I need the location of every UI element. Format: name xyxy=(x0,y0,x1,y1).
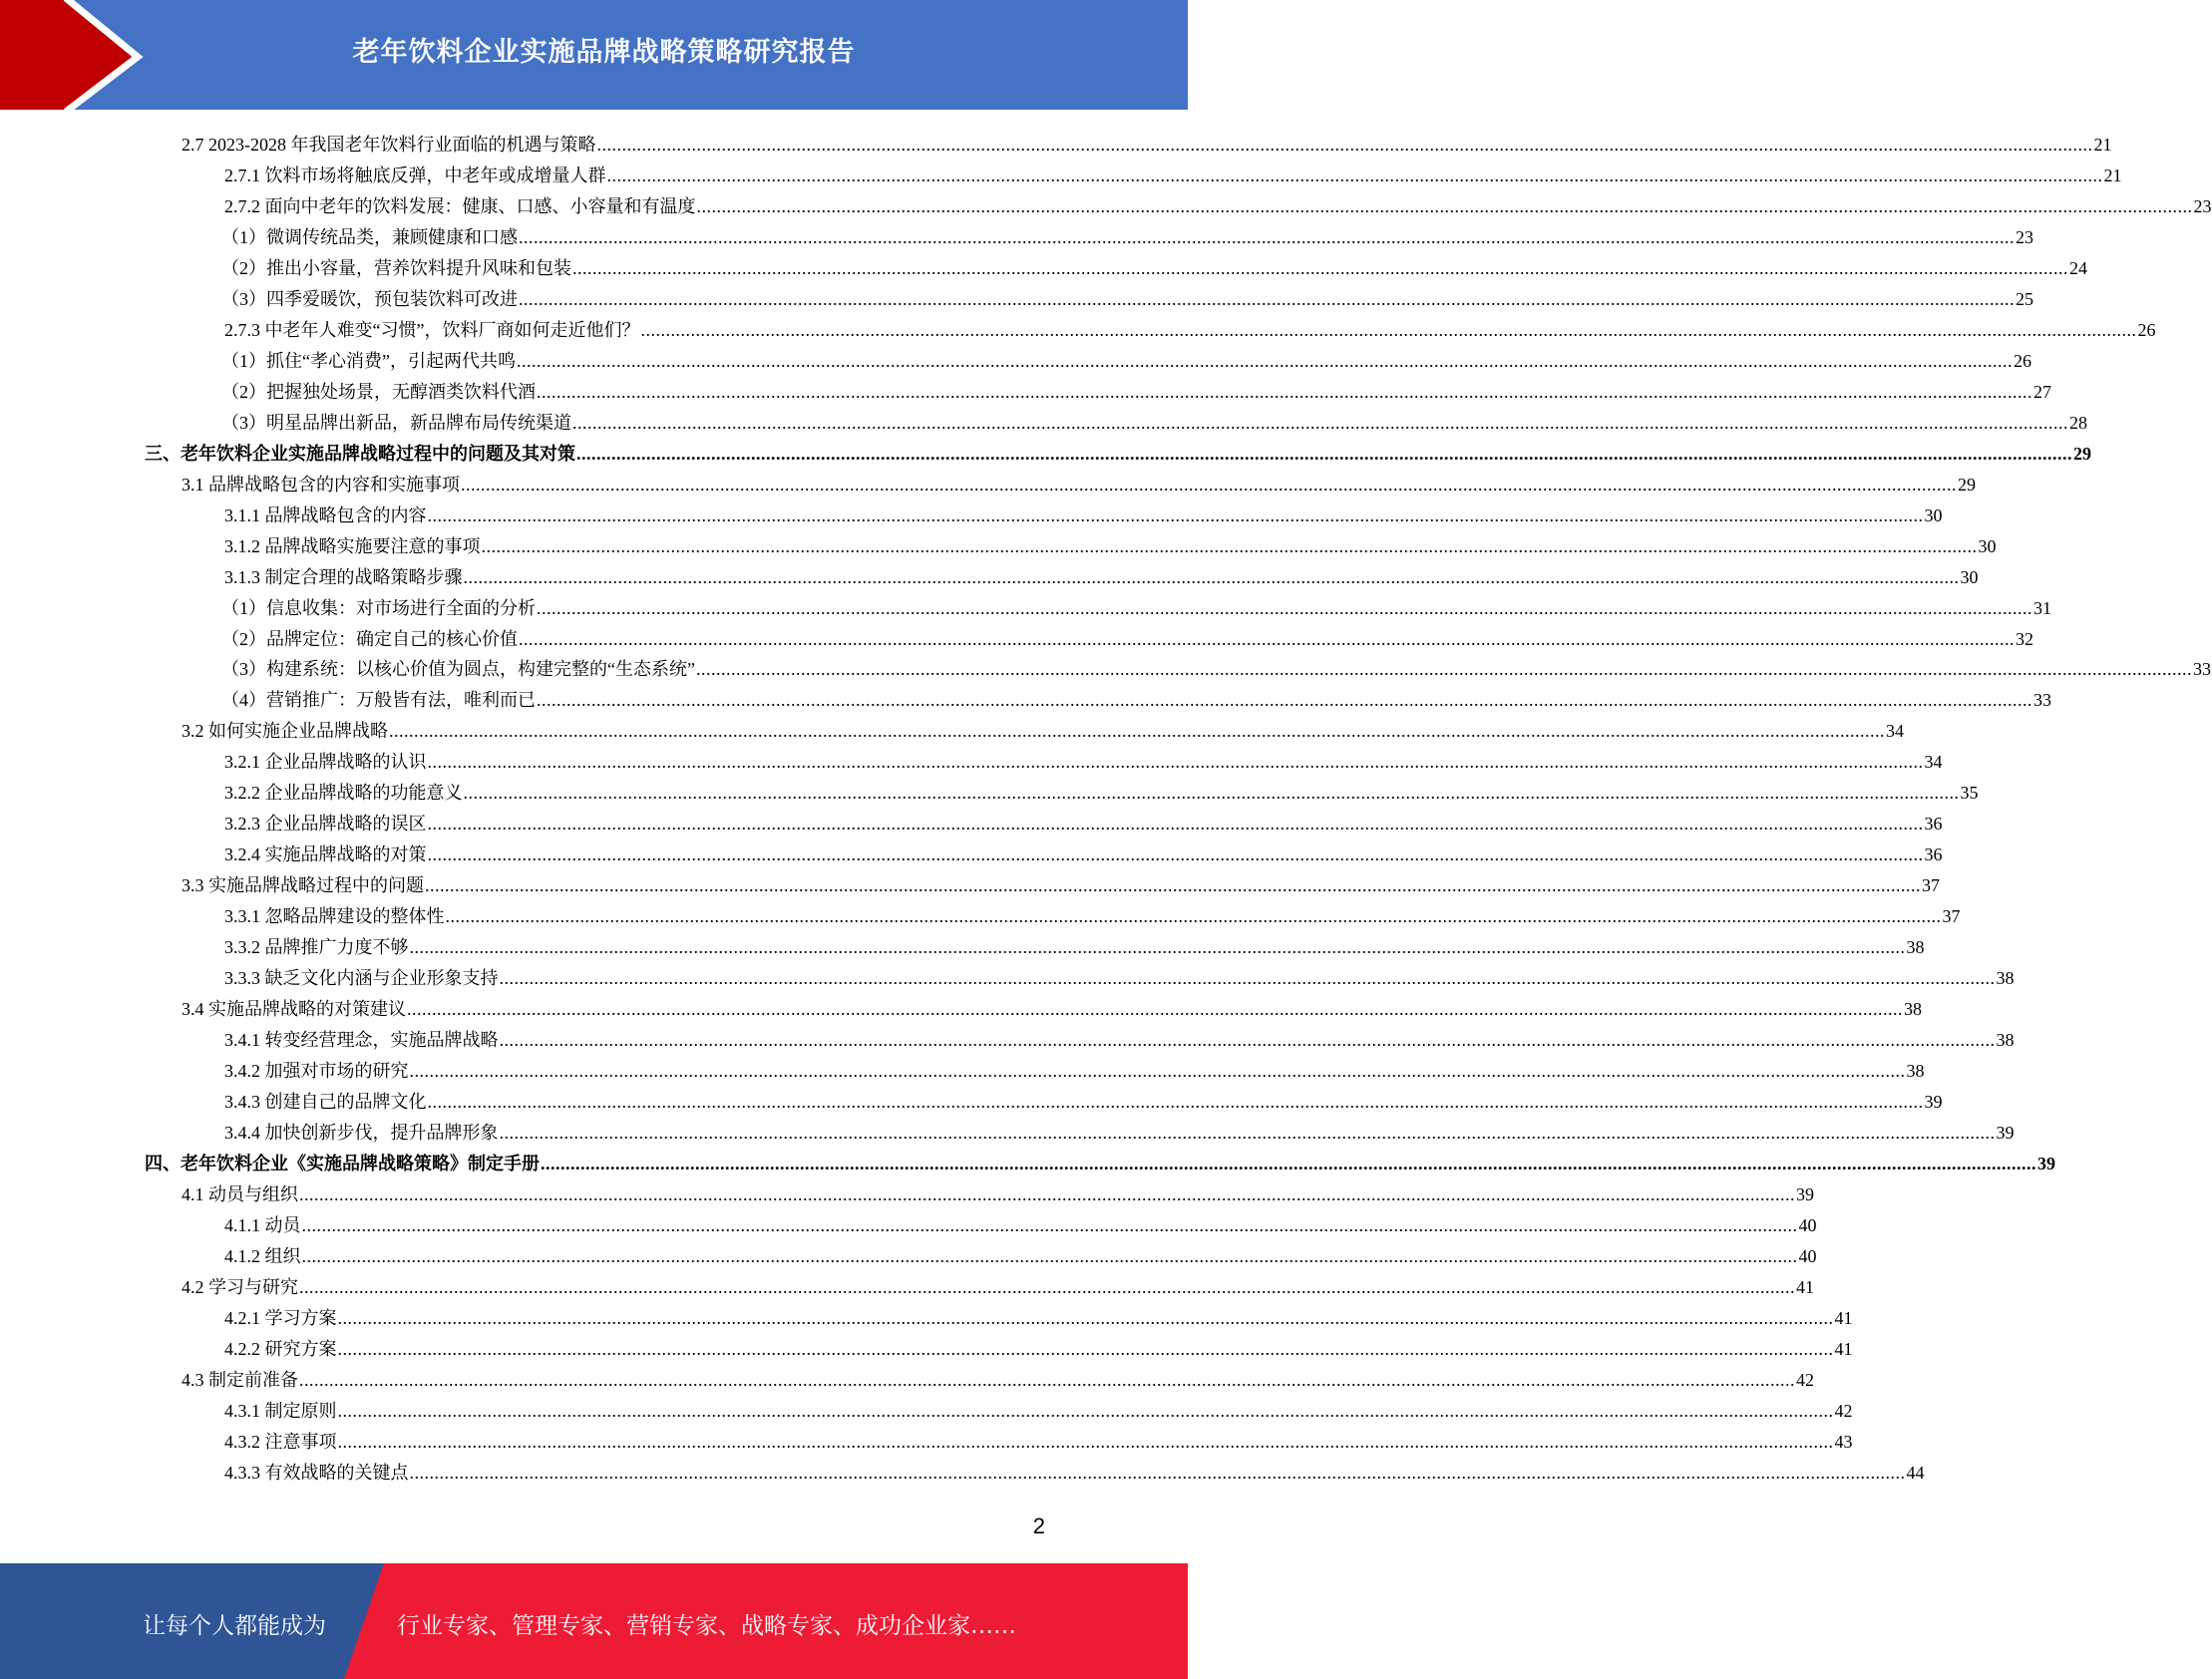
dot-leader: ............................................................................................................................................................................................................................................................................................................ xyxy=(696,195,2193,216)
toc-entry-label: 3.2.3 企业品牌战略的误区 xyxy=(224,814,427,835)
dot-leader: ............................................................................................................................................................................................................................................................................................................ xyxy=(463,566,1960,587)
toc-entry[interactable] xyxy=(221,377,2051,408)
toc-entry-label: 4.2.1 学习方案 xyxy=(224,1307,337,1328)
toc-entry[interactable] xyxy=(221,346,2031,377)
dot-leader: ............................................................................................................................................................................................................................................................................................................ xyxy=(389,721,1885,742)
toc-entry[interactable] xyxy=(221,408,2087,439)
toc-entry[interactable] xyxy=(182,130,2112,161)
toc-entry-page: 29 xyxy=(2073,443,2091,464)
toc-entry-label: 4.3 制定前准备 xyxy=(182,1369,298,1390)
toc-entry[interactable] xyxy=(224,161,2122,191)
toc-entry[interactable] xyxy=(224,1427,1853,1458)
toc-entry-page: 39 xyxy=(1924,1092,1943,1113)
toc-entry-label: 3.4.2 加强对市场的研究 xyxy=(224,1061,409,1082)
toc-entry-label: （2）把握独处场景，无醇酒类饮料代酒 xyxy=(221,381,536,402)
dot-leader: ............................................................................................................................................................................................................................................................................................................ xyxy=(519,226,2015,247)
toc-entry[interactable] xyxy=(224,1241,1817,1272)
toc-entry[interactable] xyxy=(182,994,1922,1025)
toc-entry-page: 42 xyxy=(1834,1400,1853,1421)
toc-entry-label: 4.3.2 注意事项 xyxy=(224,1431,337,1452)
toc-entry-page: 21 xyxy=(2103,165,2122,185)
dot-leader: ............................................................................................................................................................................................................................................................................................................ xyxy=(427,814,1924,835)
toc-entry-page: 26 xyxy=(2013,350,2031,371)
toc-entry-page: 31 xyxy=(2033,597,2051,618)
toc-entry-label: （1）微调传统品类，兼顾健康和口感 xyxy=(221,226,518,247)
toc-entry-page: 34 xyxy=(1886,721,1904,742)
toc-entry[interactable] xyxy=(224,1118,2015,1149)
toc-entry-page: 30 xyxy=(1978,535,1997,556)
toc-entry-label: 2.7.2 面向中老年的饮料发展：健康、口感、小容量和有温度 xyxy=(224,195,696,216)
toc-entry-label: 3.1.2 品牌战略实施要注意的事项 xyxy=(224,535,481,556)
toc-entry-page: 21 xyxy=(2093,135,2112,155)
toc-entry-page: 38 xyxy=(1996,968,2015,989)
toc-entry-page: 41 xyxy=(1834,1338,1853,1359)
toc-entry-label: 3.2.2 企业品牌战略的功能意义 xyxy=(224,783,463,804)
toc-entry-label: 4.3.3 有效战略的关键点 xyxy=(224,1462,409,1483)
page-header xyxy=(0,0,1188,110)
toc-entry[interactable] xyxy=(224,1303,1853,1334)
toc-entry-page: 25 xyxy=(2016,288,2033,309)
toc-entry-page: 38 xyxy=(1996,1030,2015,1051)
toc-entry[interactable] xyxy=(224,191,2212,222)
toc-entry-page: 24 xyxy=(2069,257,2087,278)
dot-leader: ............................................................................................................................................................................................................................................................................................................ xyxy=(337,1431,1834,1452)
toc-entry[interactable] xyxy=(224,1087,1943,1118)
toc-entry-page: 44 xyxy=(1906,1462,1925,1483)
dot-leader: ............................................................................................................................................................................................................................................................................................................ xyxy=(445,906,1942,927)
toc-entry-page: 27 xyxy=(2033,381,2051,402)
dot-leader: ............................................................................................................................................................................................................................................................................................................ xyxy=(499,968,1996,989)
toc-entry-label: 3.1.1 品牌战略包含的内容 xyxy=(224,504,427,525)
toc-entry[interactable] xyxy=(224,809,1943,840)
toc-entry-page: 39 xyxy=(1996,1123,2015,1144)
toc-entry[interactable] xyxy=(224,963,2015,994)
toc-entry-label: 3.3.2 品牌推广力度不够 xyxy=(224,937,409,958)
dot-leader: ............................................................................................................................................................................................................................................................................................................ xyxy=(427,752,1924,773)
dot-leader: ............................................................................................................................................................................................................................................................................................................ xyxy=(537,597,2032,618)
dot-leader: ............................................................................................................................................................................................................................................................................................................ xyxy=(596,135,2093,155)
dot-leader: ............................................................................................................................................................................................................................................................................................................ xyxy=(337,1307,1834,1328)
toc-entry[interactable] xyxy=(221,222,2033,253)
toc-entry[interactable] xyxy=(224,562,1979,593)
dot-leader: ............................................................................................................................................................................................................................................................................................................ xyxy=(537,690,2032,711)
toc-entry-label: 2.7.3 中老年人难变“习惯”，饮料厂商如何走近他们？ xyxy=(224,319,640,340)
toc-entry-label: 4.3.1 制定原则 xyxy=(224,1400,337,1421)
toc-entry[interactable] xyxy=(182,870,1940,901)
toc-entry-label: 3.1 品牌战略包含的内容和实施事项 xyxy=(182,474,460,495)
toc-entry[interactable] xyxy=(224,1025,2015,1056)
toc-entry-label: （3）四季爱暖饮，预包装饮料可改进 xyxy=(221,288,518,309)
toc-entry-label: 4.1.2 组织 xyxy=(224,1245,301,1266)
toc-entry[interactable] xyxy=(221,654,2211,685)
dot-leader: ............................................................................................................................................................................................................................................................................................................ xyxy=(299,1369,1795,1390)
toc-entry-page: 28 xyxy=(2069,412,2087,433)
dot-leader: ............................................................................................................................................................................................................................................................................................................ xyxy=(301,1214,1798,1235)
toc-entry[interactable] xyxy=(224,501,1943,531)
toc-entry[interactable] xyxy=(221,593,2051,624)
toc-entry-label: 4.2.2 研究方案 xyxy=(224,1338,337,1359)
toc-entry-label: 4.2 学习与研究 xyxy=(182,1276,298,1297)
toc-entry-label: 2.7.1 饮料市场将触底反弹，中老年或成增量人群 xyxy=(224,165,606,185)
toc-entry-page: 38 xyxy=(1906,937,1925,958)
toc-entry-label: 4.1.1 动员 xyxy=(224,1214,301,1235)
dot-leader: ............................................................................................................................................................................................................................................................................................................ xyxy=(427,844,1924,865)
toc-entry-page: 37 xyxy=(1942,906,1961,927)
toc-entry-label: 3.3.1 忽略品牌建设的整体性 xyxy=(224,906,445,927)
toc-entry-label: 3.4.3 创建自己的品牌文化 xyxy=(224,1092,427,1113)
footer-slogan-right: 行业专家、管理专家、营销专家、战略专家、成功企业家…… xyxy=(397,1613,1016,1639)
toc-entry-page: 41 xyxy=(1834,1307,1853,1328)
toc-entry-page: 37 xyxy=(1922,875,1940,896)
toc-entry-page: 30 xyxy=(1960,566,1979,587)
toc-entry[interactable] xyxy=(224,315,2156,346)
toc-entry-label: （1）抓住“孝心消费”，引起两代共鸣 xyxy=(221,350,516,371)
toc-entry-label: （1）信息收集：对市场进行全面的分析 xyxy=(221,597,536,618)
toc-entry-page: 30 xyxy=(1924,504,1943,525)
footer-slogan-left: 让每个人都能成为 xyxy=(143,1613,326,1639)
toc-entry[interactable] xyxy=(221,624,2033,655)
dot-leader: ............................................................................................................................................................................................................................................................................................................ xyxy=(425,875,1921,896)
toc-entry-page: 33 xyxy=(2033,690,2051,711)
toc-entry[interactable] xyxy=(224,932,1925,963)
dot-leader: ............................................................................................................................................................................................................................................................................................................ xyxy=(572,412,2068,433)
toc-entry-page: 23 xyxy=(2016,226,2033,247)
dot-leader: ............................................................................................................................................................................................................................................................................................................ xyxy=(407,999,1903,1020)
toc-entry[interactable] xyxy=(221,284,2033,315)
toc-entry-page: 29 xyxy=(1958,474,1976,495)
page-number: 2 xyxy=(1032,1513,1045,1538)
toc-entry[interactable] xyxy=(221,253,2087,284)
toc-entry-label: 3.3 实施品牌战略过程中的问题 xyxy=(182,875,424,896)
dot-leader: ............................................................................................................................................................................................................................................................................................................ xyxy=(519,628,2015,649)
toc-entry-label: 3.4.4 加快创新步伐，提升品牌形象 xyxy=(224,1123,499,1144)
toc-entry-page: 36 xyxy=(1924,814,1943,835)
toc-entry-label: 3.4 实施品牌战略的对策建议 xyxy=(182,999,406,1020)
toc-entry-page: 36 xyxy=(1924,844,1943,865)
dot-leader: ............................................................................................................................................................................................................................................................................................................ xyxy=(516,350,2013,371)
dot-leader: ............................................................................................................................................................................................................................................................................................................ xyxy=(499,1123,1996,1144)
toc-entry-label: 3.3.3 缺乏文化内涵与企业形象支持 xyxy=(224,968,499,989)
dot-leader: ............................................................................................................................................................................................................................................................................................................ xyxy=(461,474,1957,495)
toc-entry-page: 33 xyxy=(2192,659,2211,680)
toc-entry[interactable] xyxy=(224,778,1979,809)
toc-entry-label: 2.7 2023-2028 年我国老年饮料行业面临的机遇与策略 xyxy=(182,135,596,155)
toc-entry-label: 3.2.1 企业品牌战略的认识 xyxy=(224,752,427,773)
dot-leader: ............................................................................................................................................................................................................................................................................................................ xyxy=(572,257,2068,278)
dot-leader: ............................................................................................................................................................................................................................................................................................................ xyxy=(463,783,1960,804)
toc-entry-label: （2）推出小容量，营养饮料提升风味和包装 xyxy=(221,257,571,278)
dot-leader: ............................................................................................................................................................................................................................................................................................................ xyxy=(541,1154,2036,1174)
toc-entry-label: 4.1 动员与组织 xyxy=(182,1183,298,1204)
toc-entry[interactable] xyxy=(224,1396,1853,1427)
dot-leader: ............................................................................................................................................................................................................................................................................................................ xyxy=(537,381,2032,402)
toc-entry-page: 39 xyxy=(2037,1154,2055,1174)
toc-entry-page: 38 xyxy=(1904,999,1922,1020)
toc-entry-page: 23 xyxy=(2193,195,2212,216)
dot-leader: ............................................................................................................................................................................................................................................................................................................ xyxy=(299,1276,1795,1297)
toc-entry-page: 40 xyxy=(1798,1214,1817,1235)
toc-entry-label: 三、老年饮料企业实施品牌战略过程中的问题及其对策 xyxy=(145,443,575,464)
toc-entry[interactable] xyxy=(182,470,1976,501)
dot-leader: ............................................................................................................................................................................................................................................................................................................ xyxy=(499,1030,1996,1051)
dot-leader: ............................................................................................................................................................................................................................................................................................................ xyxy=(337,1338,1834,1359)
dot-leader: ............................................................................................................................................................................................................................................................................................................ xyxy=(301,1245,1798,1266)
toc-entry[interactable] xyxy=(182,1272,1814,1303)
toc-entry[interactable] xyxy=(224,840,1943,870)
toc-entry[interactable] xyxy=(224,1458,1925,1489)
toc-entry[interactable] xyxy=(221,685,2051,716)
toc-entry[interactable] xyxy=(224,901,1961,932)
dot-leader: ............................................................................................................................................................................................................................................................................................................ xyxy=(427,504,1924,525)
toc-entry[interactable] xyxy=(224,1210,1817,1241)
toc-entry-label: （3）明星品牌出新品，新品牌布局传统渠道 xyxy=(221,412,571,433)
toc-entry-label: 3.2 如何实施企业品牌战略 xyxy=(182,721,388,742)
dot-leader: ............................................................................................................................................................................................................................................................................................................ xyxy=(427,1092,1924,1113)
toc-entry-page: 40 xyxy=(1798,1245,1817,1266)
toc-entry-page: 34 xyxy=(1924,752,1943,773)
toc-entry-page: 41 xyxy=(1796,1276,1814,1297)
dot-leader: ............................................................................................................................................................................................................................................................................................................ xyxy=(576,443,2072,464)
toc-entry[interactable] xyxy=(182,1365,1814,1396)
dot-leader: ............................................................................................................................................................................................................................................................................................................ xyxy=(519,288,2015,309)
toc-entry-label: （3）构建系统：以核心价值为圆点，构建完整的“生态系统” xyxy=(221,659,695,680)
toc-entry-page: 32 xyxy=(2016,628,2033,649)
dot-leader: ............................................................................................................................................................................................................................................................................................................ xyxy=(409,937,1906,958)
dot-leader: ............................................................................................................................................................................................................................................................................................................ xyxy=(409,1061,1906,1082)
toc-entry[interactable] xyxy=(224,747,1943,778)
document-title: 老年饮料企业实施品牌战略策略研究报告 xyxy=(352,37,856,68)
toc-entry-page: 38 xyxy=(1906,1061,1925,1082)
toc-entry-label: （2）品牌定位：确定自己的核心价值 xyxy=(221,628,518,649)
toc-entry[interactable] xyxy=(182,716,1904,747)
toc-entry-page: 42 xyxy=(1796,1369,1814,1390)
toc-entry-page: 43 xyxy=(1834,1431,1853,1452)
dot-leader: ............................................................................................................................................................................................................................................................................................................ xyxy=(606,165,2103,185)
toc-entry[interactable] xyxy=(224,1056,1925,1087)
page-footer xyxy=(0,1563,1188,1679)
toc-entry[interactable] xyxy=(145,1149,2055,1179)
toc-entry-label: 3.1.3 制定合理的战略策略步骤 xyxy=(224,566,463,587)
dot-leader: ............................................................................................................................................................................................................................................................................................................ xyxy=(695,659,2192,680)
toc-entry-page: 35 xyxy=(1960,783,1979,804)
dot-leader: ............................................................................................................................................................................................................................................................................................................ xyxy=(481,535,1978,556)
toc-entry[interactable] xyxy=(182,1179,1814,1210)
toc-entry[interactable] xyxy=(145,439,2091,470)
toc-entry-label: 3.2.4 实施品牌战略的对策 xyxy=(224,844,427,865)
dot-leader: ............................................................................................................................................................................................................................................................................................................ xyxy=(640,319,2137,340)
toc-entry-page: 26 xyxy=(2137,319,2156,340)
dot-leader: ............................................................................................................................................................................................................................................................................................................ xyxy=(299,1183,1795,1204)
toc-entry-label: 3.4.1 转变经营理念，实施品牌战略 xyxy=(224,1030,499,1051)
toc-entry[interactable] xyxy=(224,531,1997,562)
dot-leader: ............................................................................................................................................................................................................................................................................................................ xyxy=(337,1400,1834,1421)
toc-entry-label: （4）营销推广：万般皆有法，唯利而已 xyxy=(221,690,536,711)
toc-entry-label: 四、老年饮料企业《实施品牌战略策略》制定手册 xyxy=(145,1154,540,1174)
toc-entry[interactable] xyxy=(224,1334,1853,1365)
dot-leader: ............................................................................................................................................................................................................................................................................................................ xyxy=(409,1462,1906,1483)
toc-entry-page: 39 xyxy=(1796,1183,1814,1204)
